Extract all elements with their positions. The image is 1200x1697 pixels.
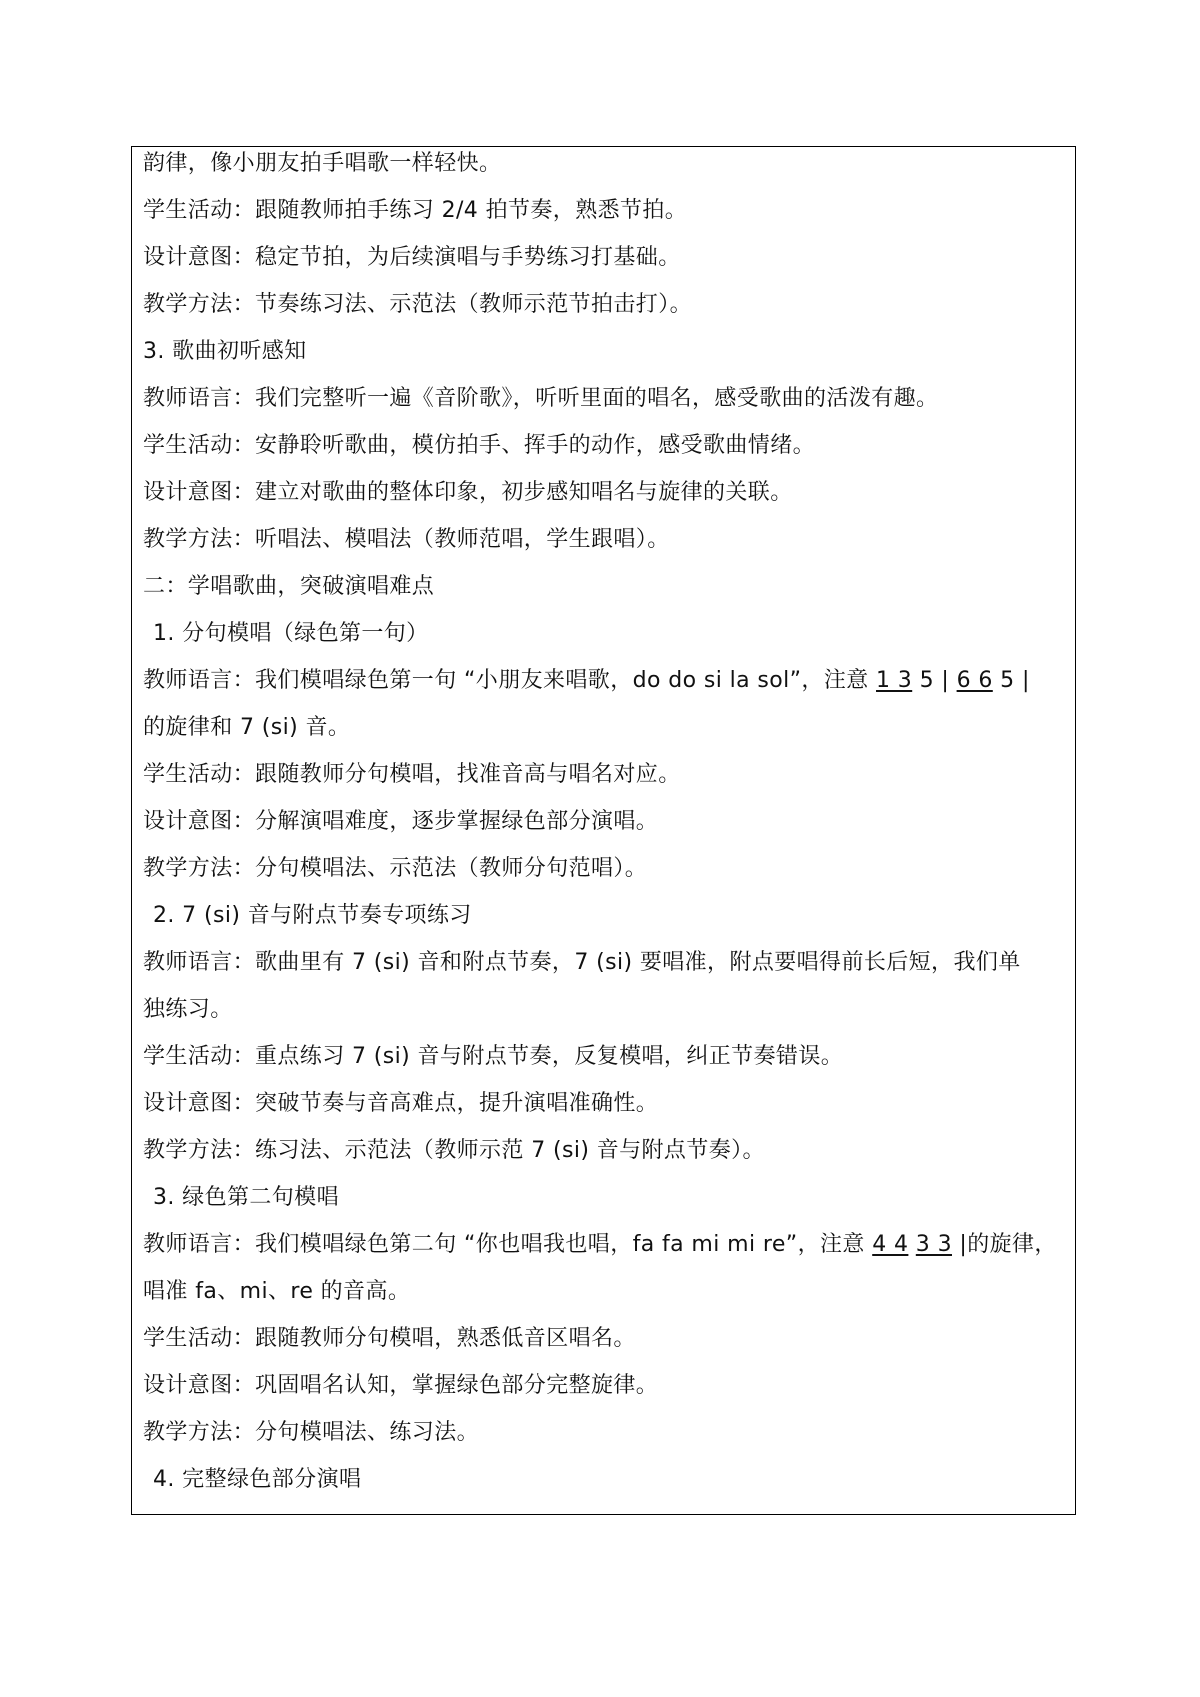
text-line: 学生活动：安静聆听歌曲，模仿拍手、挥手的动作，感受歌曲情绪。 [143, 433, 816, 458]
text-line: 教学方法：分句模唱法、示范法（教师分句范唱）。 [143, 856, 648, 881]
text-line: 韵律，像小朋友拍手唱歌一样轻快。 [143, 151, 502, 176]
text-line: 设计意图：建立对歌曲的整体印象，初步感知唱名与旋律的关联。 [143, 480, 793, 505]
text-segment: 5 | [992, 668, 1030, 693]
text-line: 教学方法：练习法、示范法（教师示范 7 (si) 音与附点节奏）。 [143, 1138, 765, 1163]
text-line: 学生活动：跟随教师拍手练习 2/4 拍节奏，熟悉节拍。 [143, 198, 688, 223]
text-segment [908, 1232, 915, 1257]
subsection-heading: 3. 绿色第二句模唱 [153, 1185, 339, 1210]
text-segment: 教师语言：我们模唱绿色第二句 “你也唱我也唱，fa fa mi mi re”，注意 [143, 1232, 873, 1257]
text-line: 学生活动：重点练习 7 (si) 音与附点节奏，反复模唱，纠正节奏错误。 [143, 1044, 844, 1069]
text-line-with-notation [143, 659, 1030, 703]
text-line: 学生活动：跟随教师分句模唱，找准音高与唱名对应。 [143, 762, 681, 787]
section-heading: 3. 歌曲初听感知 [143, 339, 307, 364]
underlined-notation: 1 3 [876, 668, 913, 693]
text-line: 教学方法：节奏练习法、示范法（教师示范节拍击打）。 [143, 292, 693, 317]
text-line-with-notation [143, 1223, 1057, 1267]
text-line: 教学方法：听唱法、模唱法（教师范唱，学生跟唱）。 [143, 527, 670, 552]
text-segment: |的旋律， [951, 1232, 1057, 1257]
text-line: 设计意图：突破节奏与音高难点，提升演唱准确性。 [143, 1091, 659, 1116]
text-line: 教师语言：歌曲里有 7 (si) 音和附点节奏，7 (si) 要唱准，附点要唱得前长后短，我们单 [143, 950, 1021, 975]
text-line: 唱准 fa、mi、re 的音高。 [143, 1279, 411, 1304]
text-line: 设计意图：稳定节拍，为后续演唱与手势练习打基础。 [143, 245, 681, 270]
text-line: 的旋律和 7 (si) 音。 [143, 715, 351, 740]
text-line: 独练习。 [143, 997, 233, 1022]
text-line: 教师语言：我们完整听一遍《音阶歌》，听听里面的唱名，感受歌曲的活泼有趣。 [143, 386, 939, 411]
section-heading: 二：学唱歌曲，突破演唱难点 [143, 574, 435, 599]
subsection-heading: 2. 7 (si) 音与附点节奏专项练习 [153, 903, 472, 928]
underlined-notation: 4 4 [872, 1232, 909, 1257]
subsection-heading: 4. 完整绿色部分演唱 [153, 1467, 362, 1492]
text-line: 学生活动：跟随教师分句模唱，熟悉低音区唱名。 [143, 1326, 636, 1351]
text-line: 教学方法：分句模唱法、练习法。 [143, 1420, 480, 1445]
text-line: 设计意图：巩固唱名认知，掌握绿色部分完整旋律。 [143, 1373, 659, 1398]
text-segment: 教师语言：我们模唱绿色第一句 “小朋友来唱歌，do do si la sol”，注意 [143, 668, 877, 693]
text-segment: 5 | [912, 668, 957, 693]
underlined-notation: 6 6 [956, 668, 993, 693]
underlined-notation: 3 3 [915, 1232, 952, 1257]
text-line: 设计意图：分解演唱难度，逐步掌握绿色部分演唱。 [143, 809, 659, 834]
subsection-heading: 1. 分句模唱（绿色第一句） [153, 621, 429, 646]
